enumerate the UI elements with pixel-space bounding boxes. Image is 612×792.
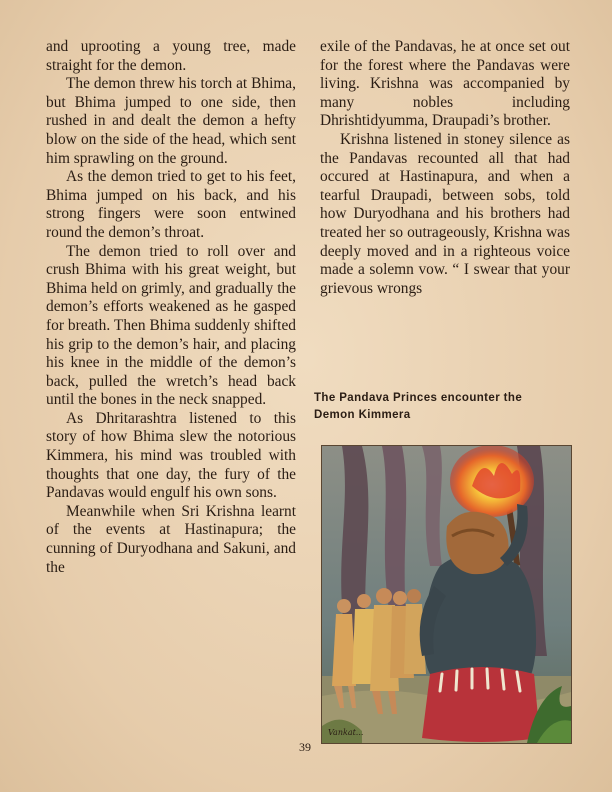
left-text-column <box>46 38 296 577</box>
illustration <box>321 445 572 744</box>
paragraph: The demon threw his torch at Bhima, but Bhima jumped to one side, then rushed in and dealt the demon a hefty blow on the side of the head, which sent him sprawling on the ground. <box>46 75 296 167</box>
right-text-column <box>320 38 570 298</box>
page-number: 39 <box>299 740 311 754</box>
artist-signature: Vankat... <box>328 728 364 737</box>
paragraph: As the demon tried to get to his feet, Bhima jumped on his back, and his strong fingers were soon entwined round the demon’s throat. <box>46 168 296 241</box>
illustration-artwork <box>322 446 571 743</box>
paragraph: and uprooting a young tree, made straight for the demon. <box>46 38 296 74</box>
paragraph: Krishna listened in stoney silence as the Pandavas recounted all that had occured at Hastinapura, and when a tearful Draupadi, between sobs, told how Duryodhana and his brothers had treated her so outrageously, Krishna was deeply moved and in a righteous voice made a solemn vow. “ I swear that your grievous wrongs <box>320 130 570 297</box>
paragraph: exile of the Pandavas, he at once set out for the forest where the Pandavas were living. Krishna was accompanied by many nobles including Dhrishtidyumma, Draupadi’s brother. <box>320 38 570 130</box>
paragraph: Meanwhile when Sri Krishna learnt of the events at Hastinapura; the cunning of Duryodhana and Sakuni, and the <box>46 502 296 576</box>
paragraph: The demon tried to roll over and crush Bhima with his great weight, but Bhima held on grimly, and gradually the demon’s efforts weakened as he gasped for breath. Then Bhima suddenly shifted his grip to the demon’s hair, and placing his knee in the middle of the demon’s back, pulled the wretch’s head back until the bones in the neck snapped. <box>46 242 296 409</box>
paragraph: As Dhritarashtra listened to this story of how Bhima slew the notorious Kimmera, his mind was troubled with thoughts that one day, the fury of the Pandavas would engulf his own sons. <box>46 409 296 502</box>
illustration-caption: The Pandava Princes encounter the Demon Kimmera <box>314 392 523 421</box>
